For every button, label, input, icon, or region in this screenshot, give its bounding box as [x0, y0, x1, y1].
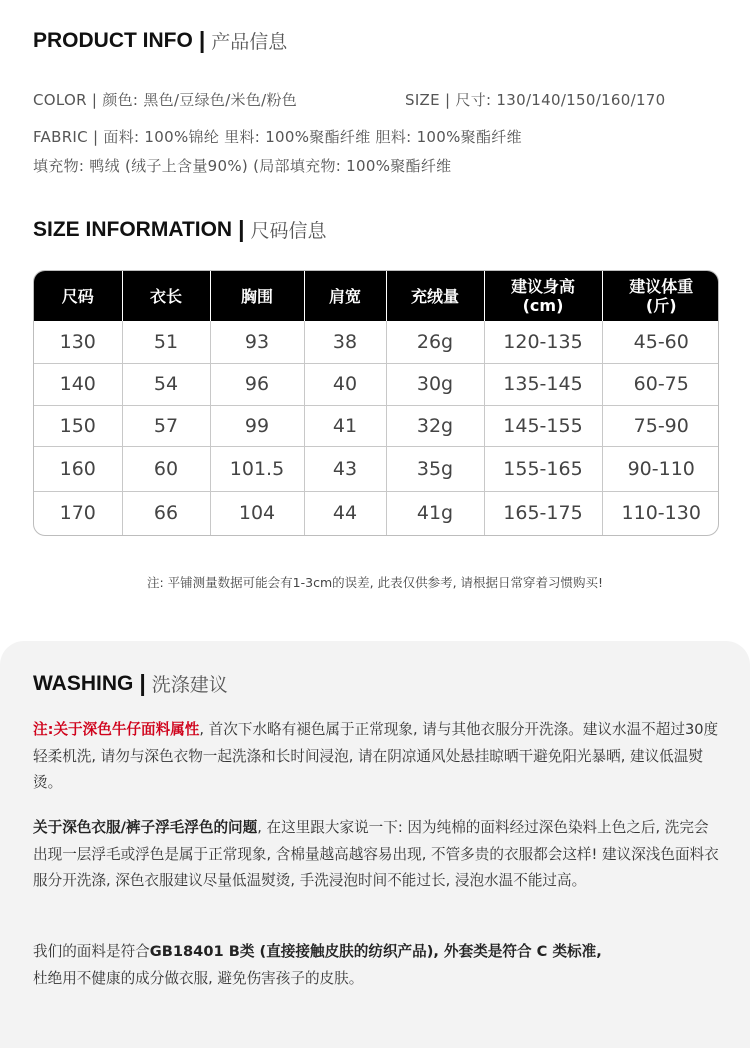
table-cell: 130 — [34, 321, 122, 363]
size-information-title-en: SIZE INFORMATION — [33, 217, 233, 241]
table-cell: 135-145 — [484, 363, 602, 405]
table-cell: 160 — [34, 446, 122, 491]
heading-divider: | — [238, 216, 245, 242]
table-cell: 38 — [304, 321, 386, 363]
table-cell: 57 — [122, 405, 210, 446]
table-cell: 90-110 — [602, 446, 719, 491]
table-row — [34, 405, 719, 446]
lint-text: , 在这里跟大家说一下: 因为纯棉的面料经过深色染料上色之后, 洗完会出现一层浮毛或浮色是属于正常现象, 含棉量越高越容易出现, 不管多贵的衣服都会这样! 建议深浅色面料衣服分开洗涤, 深色衣服建议尽量低温熨烫, 手洗浸泡时间不能过长, 浸泡水温不能过高。 — [33, 819, 719, 889]
header-cell: 肩宽 — [304, 271, 386, 321]
size-information-heading — [33, 216, 327, 243]
table-cell: 145-155 — [484, 405, 602, 446]
table-cell: 40 — [304, 363, 386, 405]
washing-paragraph-standard — [33, 939, 723, 992]
filling-line: 填充物: 鸭绒 (绒子上含量90%) (局部填充物: 100%聚酯纤维 — [33, 157, 452, 175]
product-info-heading — [33, 27, 287, 54]
table-cell: 165-175 — [484, 491, 602, 535]
table-cell: 96 — [210, 363, 304, 405]
table-cell: 35g — [386, 446, 484, 491]
table-cell: 60-75 — [602, 363, 719, 405]
table-cell: 54 — [122, 363, 210, 405]
table-cell: 51 — [122, 321, 210, 363]
table-row — [34, 446, 719, 491]
washing-title-en: WASHING — [33, 671, 134, 695]
denim-text: , 首次下水略有褪色属于正常现象, 请与其他衣服分开洗涤。建议水温不超过30度轻柔机洗, 请勿与深色衣物一起洗涤和长时间浸泡, 请在阴凉通风处悬挂晾晒干避免阳光暴晒, 建议低温熨烫。 — [33, 721, 719, 791]
header-cell: 胸围 — [210, 271, 304, 321]
size-line: SIZE | 尺寸: 130/140/150/160/170 — [405, 91, 666, 109]
table-cell: 75-90 — [602, 405, 719, 446]
table-header-row — [34, 271, 719, 321]
table-cell: 44 — [304, 491, 386, 535]
header-cell: 充绒量 — [386, 271, 484, 321]
size-table — [34, 271, 719, 535]
header-cell: 衣长 — [122, 271, 210, 321]
table-cell: 120-135 — [484, 321, 602, 363]
table-row — [34, 491, 719, 535]
table-row — [34, 363, 719, 405]
table-cell: 110-130 — [621, 502, 701, 525]
header-cell: 建议身高 (cm) — [484, 271, 602, 321]
table-cell: 66 — [122, 491, 210, 535]
table-row — [34, 321, 719, 363]
standard-text: 我们的面料是符合 — [33, 943, 150, 960]
table-cell: 170 — [34, 491, 122, 535]
table-cell: 140 — [34, 363, 122, 405]
denim-heading: 关于深色牛仔面料属性 — [53, 721, 200, 738]
table-cell: 41g — [386, 491, 484, 535]
table-cell: 104 — [210, 491, 304, 535]
washing-heading — [33, 670, 228, 697]
size-table-container — [33, 270, 719, 536]
product-info-title-cn: 产品信息 — [211, 31, 288, 53]
table-cell: 26g — [386, 321, 484, 363]
heading-divider: | — [139, 670, 146, 696]
standard-text-2: 杜绝用不健康的成分做衣服, 避免伤害孩子的皮肤。 — [33, 969, 364, 987]
table-cell: 150 — [34, 405, 122, 446]
standard-bold: GB18401 B类 (直接接触皮肤的纺织产品), 外套类是符合 C 类标准, — [149, 943, 602, 960]
table-cell: 30g — [386, 363, 484, 405]
table-cell: 32g — [386, 405, 484, 446]
color-line: COLOR | 颜色: 黑色/豆绿色/米色/粉色 — [33, 91, 298, 109]
product-info-title-en: PRODUCT INFO — [33, 28, 193, 52]
table-cell: 45-60 — [602, 321, 719, 363]
header-cell: 尺码 — [34, 271, 122, 321]
table-cell: 99 — [210, 405, 304, 446]
heading-divider: | — [198, 27, 206, 53]
washing-title-cn: 洗涤建议 — [151, 674, 228, 696]
note-label: 注: — [33, 721, 54, 738]
header-cell: 建议体重 (斤) — [602, 271, 719, 321]
table-cell: 101.5 — [210, 446, 304, 491]
lint-heading: 关于深色衣服/裤子浮毛浮色的问题 — [33, 819, 258, 836]
washing-paragraph-lint — [33, 815, 723, 895]
washing-paragraph-denim — [33, 717, 723, 797]
table-cell: 93 — [210, 321, 304, 363]
measurement-note: 注: 平铺测量数据可能会有1-3cm的误差, 此表仅供参考, 请根据日常穿着习惯购买! — [146, 575, 604, 590]
table-cell: 43 — [304, 446, 386, 491]
table-cell: 155-165 — [484, 446, 602, 491]
table-cell: 41 — [304, 405, 386, 446]
size-information-title-cn: 尺码信息 — [250, 220, 327, 242]
table-cell: 60 — [122, 446, 210, 491]
fabric-line: FABRIC | 面料: 100%锦纶 里料: 100%聚酯纤维 胆料: 100%聚酯纤维 — [33, 128, 522, 146]
